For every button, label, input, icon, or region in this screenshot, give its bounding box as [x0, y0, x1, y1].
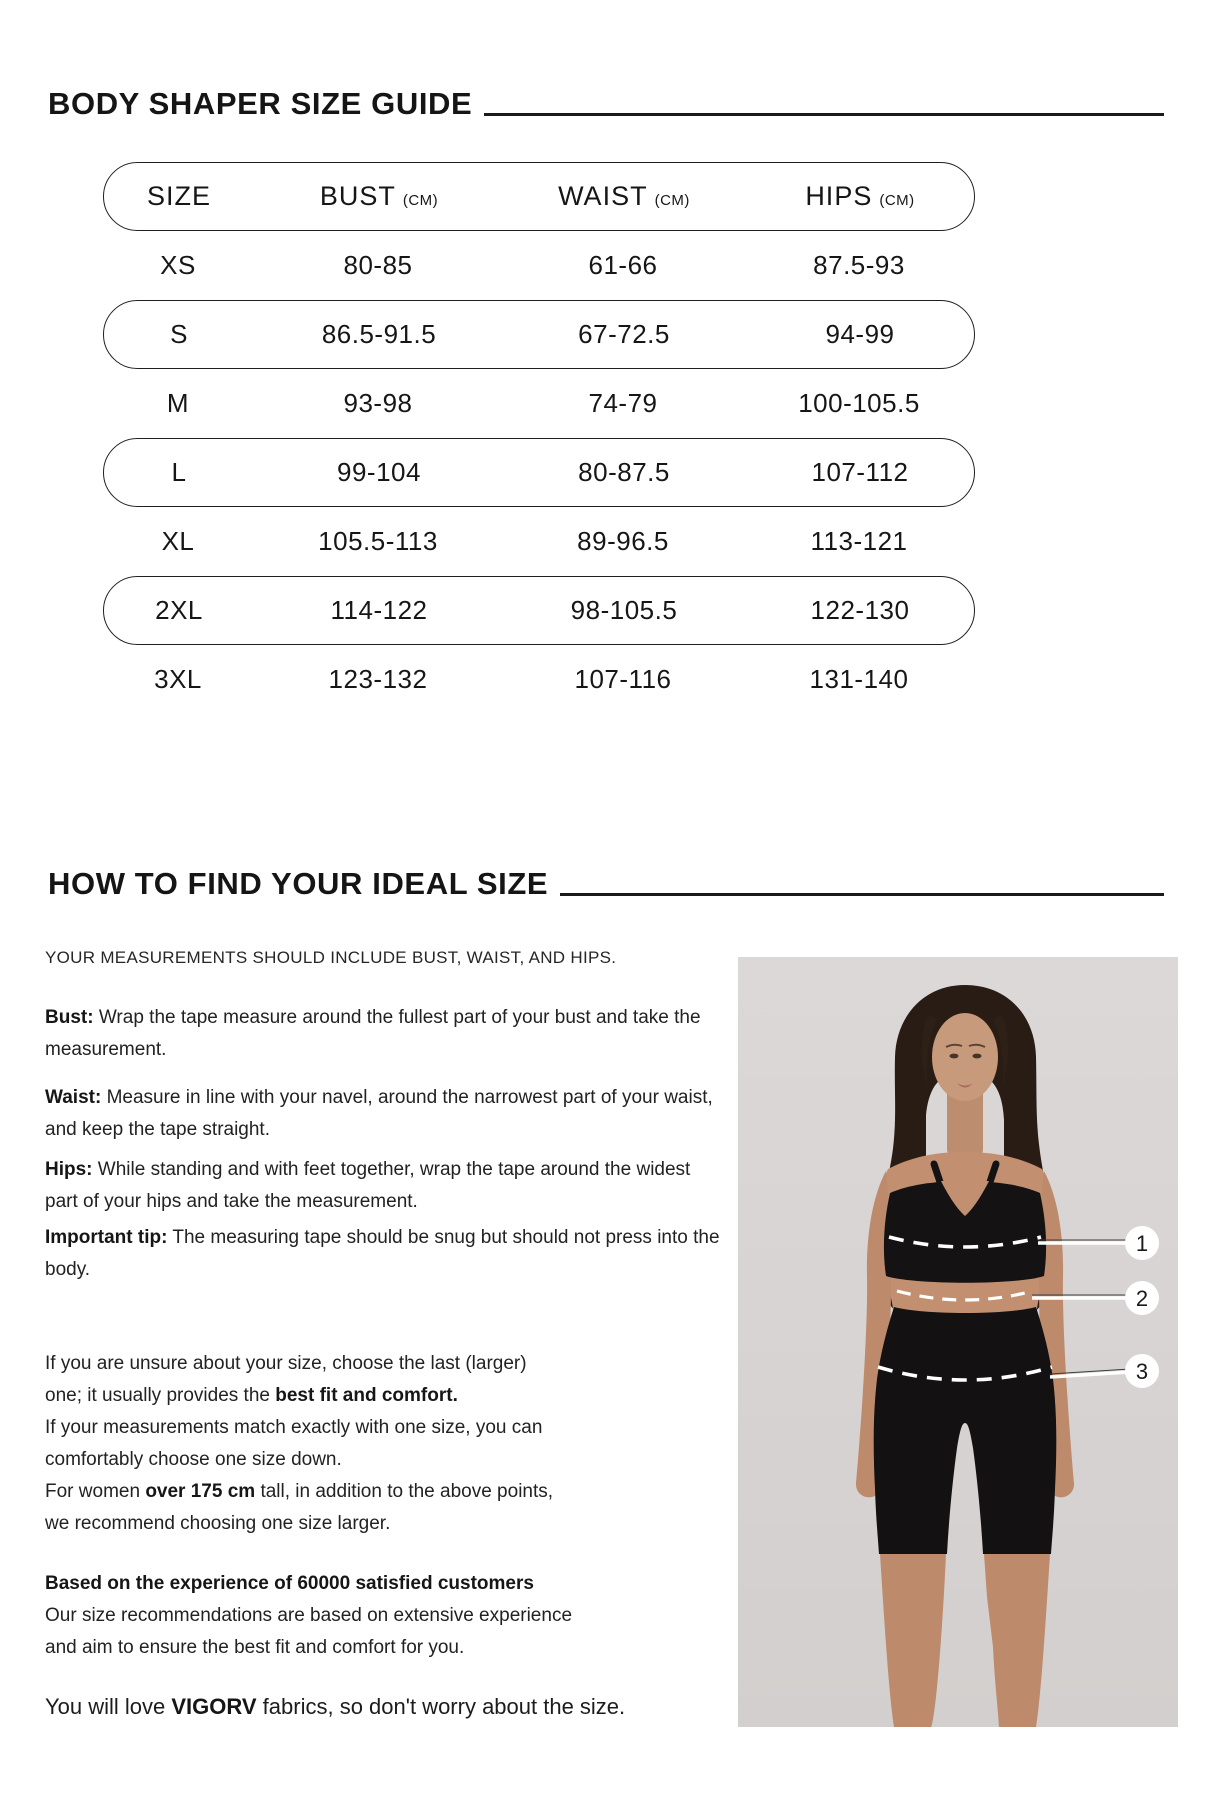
column-header-waist	[504, 181, 744, 212]
column-header-hips	[744, 181, 976, 212]
advice-line-5-text1: For women	[45, 1481, 146, 1502]
bust-value: 105.5-113	[318, 526, 438, 556]
bust-paragraph	[45, 1002, 725, 1066]
experience-line-3: and aim to ensure the best fit and comfort for you.	[45, 1637, 465, 1658]
bust-value: 99-104	[337, 457, 421, 487]
waist-value: 89-96.5	[577, 526, 669, 556]
table-row-2xl	[103, 576, 975, 645]
table-row-l	[103, 438, 975, 507]
waist-unit-label: (CM)	[654, 192, 690, 209]
column-header-size	[104, 181, 254, 212]
hips-value: 113-121	[810, 526, 908, 556]
advice-line-6: we recommend choosing one size larger.	[45, 1513, 391, 1534]
column-header-size-label: SIZE	[146, 181, 211, 211]
hips-text: While standing and with feet together, wrap the tape around the widest part of your hips and take the measurement.	[45, 1159, 691, 1212]
bust-lead: Bust:	[45, 1007, 94, 1028]
hips-value: 94-99	[825, 319, 895, 349]
callout-1-number: 1	[1135, 1231, 1149, 1256]
waist-text: Measure in line with your navel, around the narrowest part of your waist, and keep the tape straight.	[45, 1087, 713, 1140]
column-header-bust	[254, 181, 504, 212]
table-row-m	[103, 369, 975, 438]
model-eye-right	[973, 1054, 982, 1059]
waist-value: 67-72.5	[578, 319, 670, 349]
bust-value: 80-85	[343, 250, 413, 280]
size-label: 2XL	[155, 595, 203, 625]
tip-text: The measuring tape should be snug but should not press into the body.	[45, 1227, 720, 1280]
bust-text: Wrap the tape measure around the fullest part of your bust and take the measurement.	[45, 1007, 701, 1060]
bust-value: 86.5-91.5	[321, 319, 437, 349]
advice-line-3: If your measurements match exactly with one size, you can	[45, 1417, 543, 1438]
model-eye-left	[950, 1054, 959, 1059]
table-row-3xl	[103, 645, 975, 714]
bust-value: 114-122	[330, 595, 428, 625]
guide-intro: YOUR MEASUREMENTS SHOULD INCLUDE BUST, WAIST, AND HIPS.	[45, 948, 617, 967]
advice-line-2	[45, 1380, 725, 1412]
closing-text-2: fabrics, so don't worry about the size.	[256, 1694, 626, 1719]
model-illustration	[738, 957, 1178, 1727]
advice-line-5-bold: over 175 cm	[145, 1481, 256, 1502]
table-row-s	[103, 300, 975, 369]
guide-title-rule	[560, 893, 1164, 896]
waist-value: 98-105.5	[570, 595, 678, 625]
advice-line-1: If you are unsure about your size, choose the last (larger)	[45, 1353, 527, 1374]
model-face	[932, 1013, 998, 1101]
hips-paragraph	[45, 1154, 725, 1218]
hips-value: 122-130	[810, 595, 910, 625]
closing-text-1: You will love	[45, 1694, 172, 1719]
experience-block	[45, 1568, 725, 1664]
hips-value: 131-140	[809, 664, 909, 694]
experience-lead-bold: Based on the experience of 60000 satisfied customers	[45, 1573, 534, 1594]
advice-line-5-text2: tall, in addition to the above points,	[255, 1481, 554, 1502]
size-label: S	[170, 319, 188, 349]
hips-value: 100-105.5	[798, 388, 920, 418]
important-tip-paragraph	[45, 1222, 725, 1286]
hips-value: 87.5-93	[813, 250, 905, 280]
column-header-hips-label: HIPS	[805, 181, 873, 211]
bust-unit-label: (CM)	[402, 192, 439, 209]
advice-line-5	[45, 1476, 725, 1508]
title-rule	[484, 113, 1164, 116]
bust-value: 123-132	[328, 664, 428, 694]
size-table-header-row	[103, 162, 975, 231]
waist-value: 107-116	[574, 664, 672, 694]
size-label: L	[171, 457, 187, 487]
advice-block	[45, 1348, 725, 1540]
closing-line	[45, 1690, 725, 1724]
size-label: XL	[161, 526, 195, 556]
advice-line-2-bold: best fit and comfort.	[275, 1385, 458, 1406]
table-row-xs	[103, 231, 975, 300]
advice-line-4: comfortably choose one size down.	[45, 1449, 342, 1470]
waist-lead: Waist:	[45, 1087, 102, 1108]
waist-value: 74-79	[588, 388, 658, 418]
page-title: BODY SHAPER SIZE GUIDE	[48, 86, 473, 121]
column-header-bust-label: BUST	[319, 181, 396, 211]
waist-value: 61-66	[588, 250, 658, 280]
column-header-waist-label: WAIST	[558, 181, 648, 211]
size-label: 3XL	[154, 664, 202, 694]
table-row-xl	[103, 507, 975, 576]
hips-value: 107-112	[811, 457, 909, 487]
page-title-row	[48, 86, 1164, 122]
model-photo	[738, 957, 1178, 1727]
size-label: XS	[160, 250, 196, 280]
tip-lead: Important tip:	[45, 1227, 168, 1248]
callout-2-number: 2	[1135, 1286, 1149, 1311]
guide-title: HOW TO FIND YOUR IDEAL SIZE	[48, 866, 549, 901]
brand-name: VIGORV	[171, 1694, 257, 1719]
waist-paragraph	[45, 1082, 725, 1146]
hips-unit-label: (CM)	[879, 192, 915, 209]
callout-3-number: 3	[1135, 1359, 1149, 1384]
waist-value: 80-87.5	[578, 457, 670, 487]
experience-lead	[45, 1568, 725, 1600]
guide-text-column	[45, 1002, 725, 1724]
experience-line-2: Our size recommendations are based on extensive experience	[45, 1605, 573, 1626]
guide-title-row	[48, 866, 1164, 902]
size-label: M	[166, 388, 190, 418]
bust-value: 93-98	[343, 388, 413, 418]
hips-lead: Hips:	[45, 1159, 93, 1180]
advice-line-2-text: one; it usually provides the	[45, 1385, 276, 1406]
size-table	[103, 162, 975, 714]
